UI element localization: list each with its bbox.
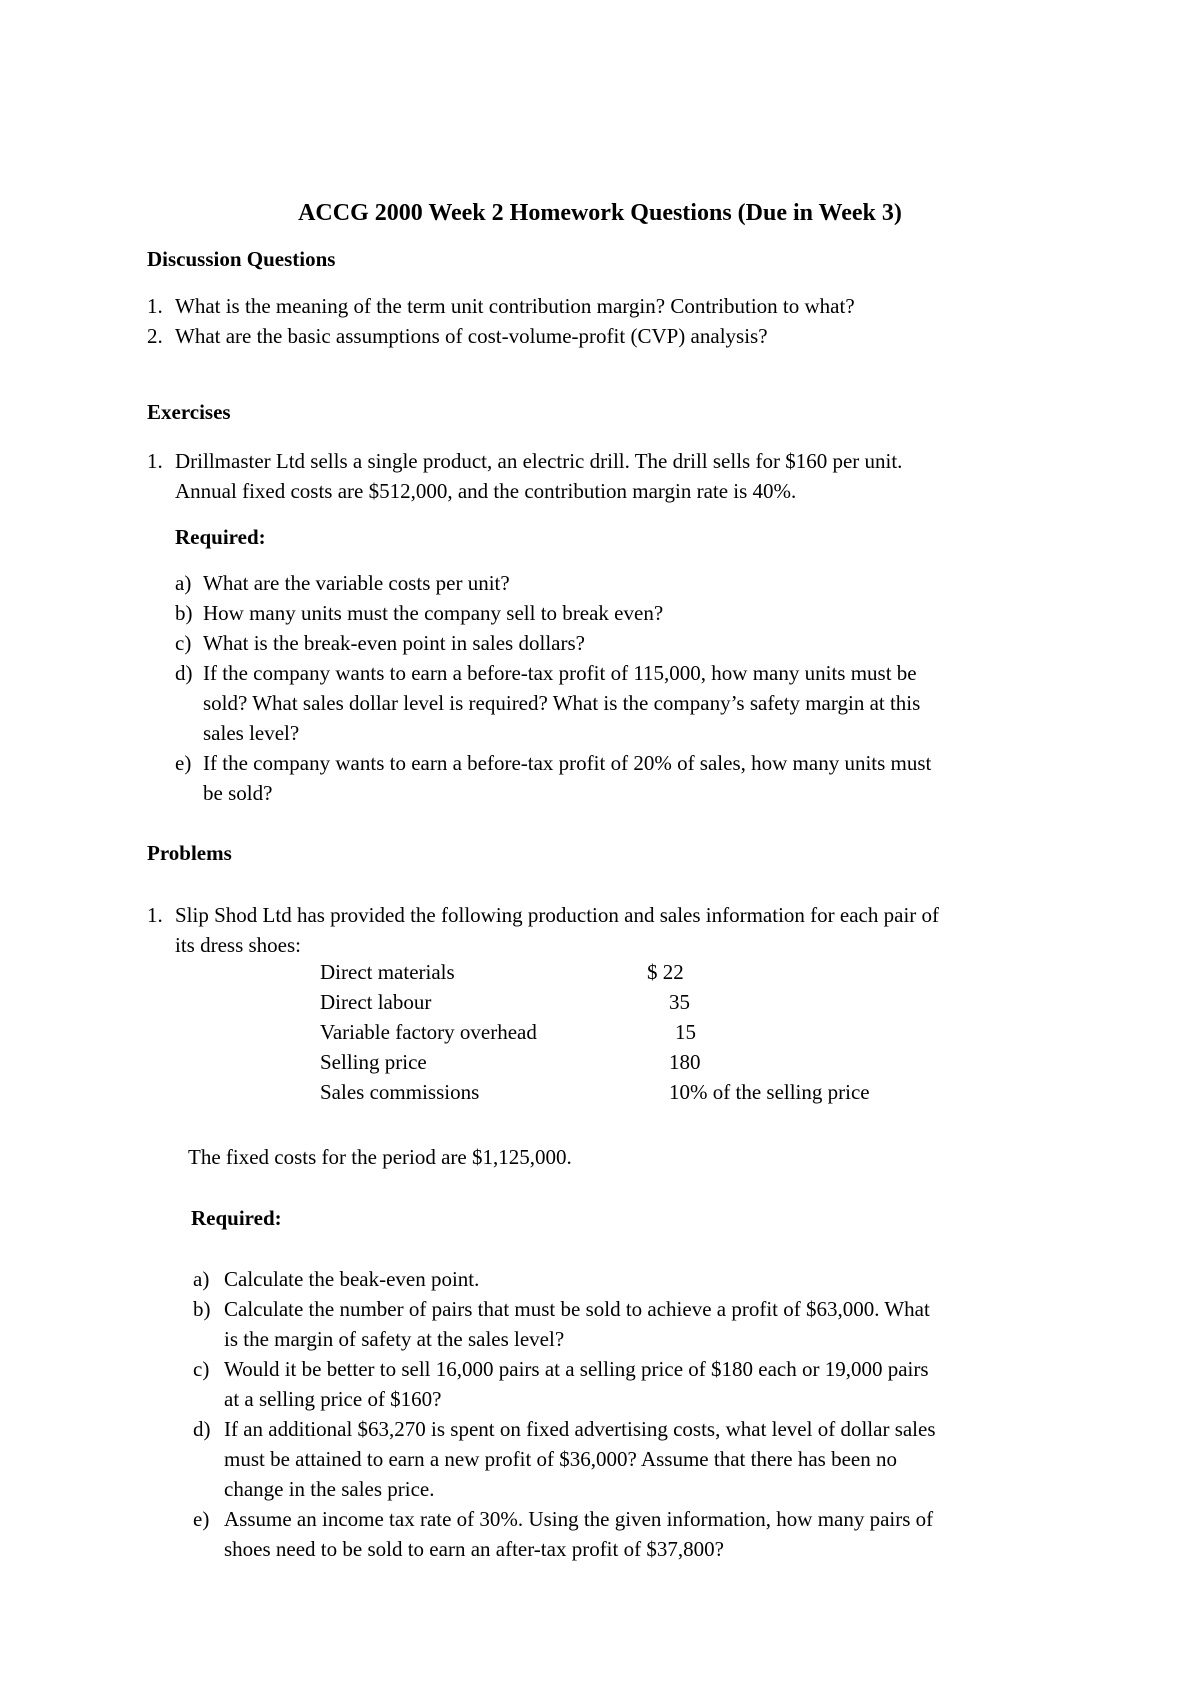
list-number: 1.: [147, 449, 163, 473]
table-row: [320, 987, 870, 1017]
exercise-part: [175, 568, 931, 598]
cost-table: [320, 957, 870, 1107]
part-label: e): [193, 1507, 210, 1531]
discussion-list: [147, 291, 855, 351]
part-line: If the company wants to earn a before-tax profit of 115,000, how many units must be: [203, 661, 917, 685]
problem-line: Slip Shod Ltd has provided the following production and sales information for each pair of: [175, 903, 940, 927]
table-row: [320, 957, 870, 987]
table-row: [320, 1017, 870, 1047]
part-line: shoes need to be sold to earn an after-tax profit of $37,800?: [224, 1537, 724, 1561]
problem-list: [147, 900, 940, 960]
cost-value: $ 22: [647, 960, 684, 984]
discussion-heading: Discussion Questions: [147, 247, 336, 271]
fixed-costs-statement: The fixed costs for the period are $1,125,000.: [188, 1145, 572, 1169]
part-label: e): [175, 751, 192, 775]
discussion-item: [147, 321, 855, 351]
discussion-text: What is the meaning of the term unit contribution margin? Contribution to what?: [175, 294, 855, 318]
discussion-text: What are the basic assumptions of cost-volume-profit (CVP) analysis?: [175, 324, 768, 348]
problem-parts: [193, 1264, 936, 1564]
table-row: [320, 1077, 870, 1107]
part-line: Would it be better to sell 16,000 pairs at a selling price of $180 each or 19,000 pairs: [224, 1357, 929, 1381]
cost-item: Direct labour: [320, 990, 432, 1014]
exercise-part: [175, 628, 931, 658]
problem-part: [193, 1414, 936, 1504]
part-label: b): [175, 601, 193, 625]
exercise-part: [175, 658, 931, 748]
part-line: is the margin of safety at the sales level?: [224, 1327, 565, 1351]
part-line: be sold?: [203, 781, 273, 805]
part-line: If the company wants to earn a before-tax profit of 20% of sales, how many units must: [203, 751, 932, 775]
part-label: d): [193, 1417, 211, 1441]
problem-part: [193, 1504, 936, 1564]
part-line: What is the break-even point in sales dollars?: [203, 631, 585, 655]
part-label: a): [175, 571, 192, 595]
exercise-part: [175, 598, 931, 628]
document-title: ACCG 2000 Week 2 Homework Questions (Due in Week 3): [298, 200, 902, 226]
table-row: [320, 1047, 870, 1077]
part-label: a): [193, 1267, 210, 1291]
part-line: Calculate the beak-even point.: [224, 1267, 480, 1291]
part-line: Calculate the number of pairs that must be sold to achieve a profit of $63,000. What: [224, 1297, 930, 1321]
problem-part: [193, 1354, 936, 1414]
problem-required-label: Required:: [191, 1206, 282, 1230]
problem-part: [193, 1264, 936, 1294]
part-label: c): [193, 1357, 210, 1381]
part-line: What are the variable costs per unit?: [203, 571, 510, 595]
exercise-line: Drillmaster Ltd sells a single product, an electric drill. The drill sells for $160 per unit.: [175, 449, 903, 473]
cost-item: Sales commissions: [320, 1080, 480, 1104]
cost-value: 35: [669, 990, 690, 1014]
cost-value: 15: [675, 1020, 696, 1044]
cost-item: Variable factory overhead: [320, 1020, 537, 1044]
problem-line: its dress shoes:: [175, 933, 301, 957]
cost-value: 10% of the selling price: [669, 1080, 870, 1104]
exercises-heading: Exercises: [147, 400, 231, 424]
exercise-required-label: Required:: [175, 525, 266, 549]
part-label: d): [175, 661, 193, 685]
part-line: sold? What sales dollar level is required? What is the company’s safety margin at this: [203, 691, 921, 715]
list-number: 1.: [147, 903, 163, 927]
cost-item: Selling price: [320, 1050, 427, 1074]
part-line: at a selling price of $160?: [224, 1387, 442, 1411]
exercise-part: [175, 748, 932, 808]
exercise-parts: [175, 568, 932, 808]
exercise-list: [147, 446, 903, 506]
part-label: c): [175, 631, 192, 655]
exercise-question: [147, 446, 903, 506]
part-line: change in the sales price.: [224, 1477, 435, 1501]
exercise-line: Annual fixed costs are $512,000, and the contribution margin rate is 40%.: [175, 479, 797, 503]
problems-heading: Problems: [147, 841, 232, 865]
list-number: 1.: [147, 294, 163, 318]
cost-value: 180: [669, 1050, 701, 1074]
list-number: 2.: [147, 324, 163, 348]
part-line: must be attained to earn a new profit of $36,000? Assume that there has been no: [224, 1447, 897, 1471]
part-line: Assume an income tax rate of 30%. Using the given information, how many pairs of: [224, 1507, 934, 1531]
part-label: b): [193, 1297, 211, 1321]
discussion-item: [147, 291, 855, 321]
part-line: How many units must the company sell to break even?: [203, 601, 664, 625]
problem-part: [193, 1294, 936, 1354]
part-line: If an additional $63,270 is spent on fixed advertising costs, what level of dollar sales: [224, 1417, 936, 1441]
part-line: sales level?: [203, 721, 300, 745]
problem-question: [147, 900, 940, 960]
cost-item: Direct materials: [320, 960, 455, 984]
